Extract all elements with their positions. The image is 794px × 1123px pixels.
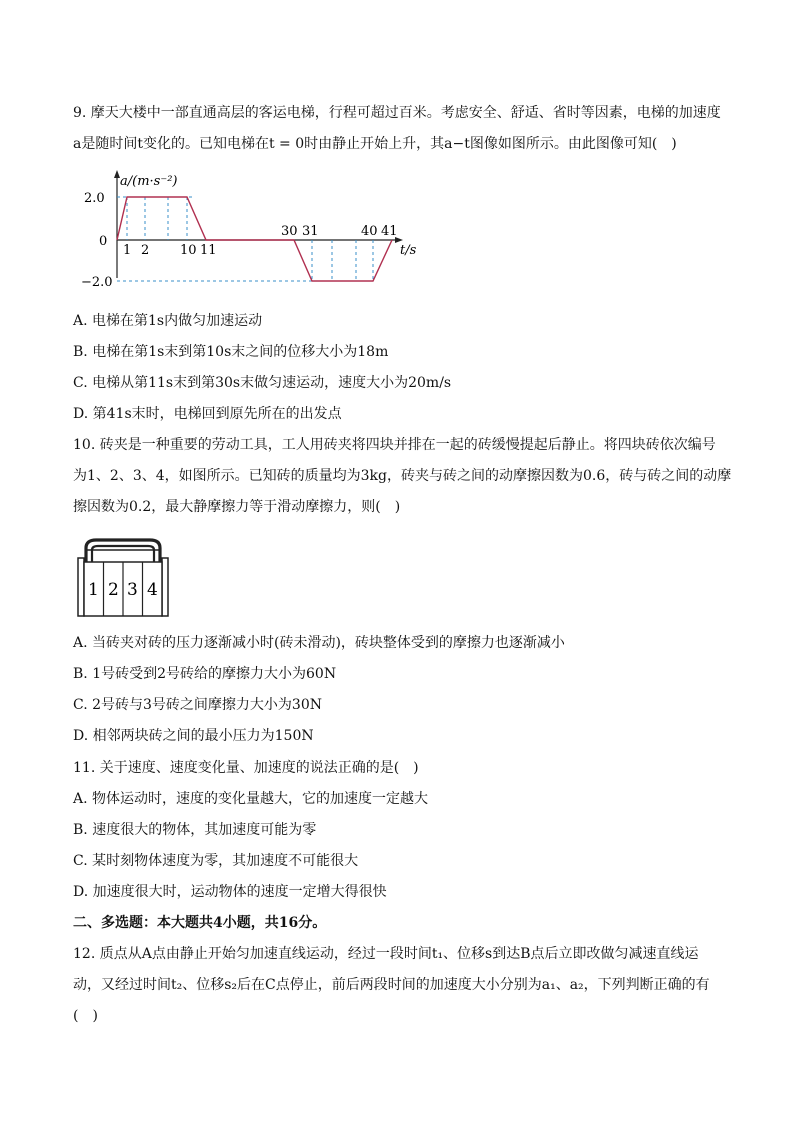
- q10-option-b: B. 1号砖受到2号砖给的摩擦力大小为60N: [73, 666, 337, 682]
- clamp-right-plate: [162, 558, 168, 616]
- x-tick-40: 40: [361, 224, 378, 239]
- x-tick-41: 41: [381, 224, 398, 239]
- q9-option-a: A. 电梯在第1s内做匀加速运动: [73, 313, 263, 329]
- q12-stem-line-1: 12. 质点从A点由静止开始匀加速直线运动，经过一段时间t₁、位移s到达B点后立即改做匀减速直线运: [73, 946, 699, 962]
- x-tick-31: 31: [302, 224, 319, 239]
- q12-stem-line-3: ( ): [73, 1008, 98, 1024]
- q12-stem-line-2: 动，又经过时间t₂、位移s₂后在C点停止，前后两段时间的加速度大小分别为a₁、a₂，下列判断正确的有: [73, 977, 710, 993]
- y-tick-0: 0: [99, 234, 108, 249]
- clamp-handle-inner: [92, 546, 154, 562]
- a-t-curve: [117, 197, 392, 281]
- q9-a-t-graph: [80, 168, 430, 293]
- q11-option-d: D. 加速度很大时，运动物体的速度一定增大得很快: [73, 884, 387, 900]
- x-tick-2: 2: [141, 243, 150, 258]
- clamp-left-plate: [78, 558, 84, 616]
- brick-4-label: 4: [147, 580, 158, 600]
- y-axis-label: a/(m·s⁻²): [120, 174, 178, 189]
- q9-option-c: C. 电梯从第11s末到第30s末做匀速运动，速度大小为20m/s: [73, 375, 452, 391]
- section-heading: 二、多选题：本大题共4小题，共16分。: [73, 915, 327, 931]
- q10-stem-line-1: 10. 砖夹是一种重要的劳动工具，工人用砖夹将四块并排在一起的砖缓慢提起后静止。将四块砖依次编号: [73, 437, 716, 453]
- clamp-handle-outer: [86, 540, 160, 562]
- q9-option-b: B. 电梯在第1s末到第10s末之间的位移大小为18m: [73, 344, 389, 360]
- x-axis-label: t/s: [400, 243, 417, 258]
- brick-2-label: 2: [108, 580, 119, 600]
- q10-stem-line-2: 为1、2、3、4，如图所示。已知砖的质量均为3kg，砖夹与砖之间的动摩擦因数为0.6，砖与砖之间的动摩: [73, 468, 732, 484]
- y-tick-neg2: −2.0: [81, 275, 113, 290]
- x-tick-10: 10: [180, 243, 197, 258]
- q9-stem-line-2: a是随时间t变化的。已知电梯在t = 0时由静止开始上升，其a−t图像如图所示。由此图像可知( ): [73, 136, 677, 152]
- q9-stem-line-1: 9. 摩天大楼中一部直通高层的客运电梯，行程可超过百米。考虑安全、舒适、省时等因素，电梯的加速度: [73, 105, 721, 121]
- y-tick-2: 2.0: [84, 191, 105, 206]
- q10-stem-line-3: 擦因数为0.2，最大静摩擦力等于滑动摩擦力，则( ): [73, 499, 401, 515]
- brick-3-label: 3: [127, 580, 138, 600]
- q11-stem: 11. 关于速度、速度变化量、加速度的说法正确的是( ): [73, 760, 419, 776]
- q10-option-d: D. 相邻两块砖之间的最小压力为150N: [73, 728, 314, 744]
- q10-option-a: A. 当砖夹对砖的压力逐渐减小时(砖未滑动)，砖块整体受到的摩擦力也逐渐减小: [73, 635, 565, 651]
- brick-clamp-figure: [76, 532, 176, 624]
- brick-1-label: 1: [88, 580, 99, 600]
- q11-option-c: C. 某时刻物体速度为零，其加速度不可能很大: [73, 853, 359, 869]
- x-tick-1: 1: [123, 243, 132, 258]
- x-tick-30: 30: [281, 224, 298, 239]
- q9-option-d: D. 第41s末时，电梯回到原先所在的出发点: [73, 406, 342, 422]
- q11-option-b: B. 速度很大的物体，其加速度可能为零: [73, 822, 317, 838]
- x-tick-11: 11: [200, 243, 217, 258]
- q11-option-a: A. 物体运动时，速度的变化量越大，它的加速度一定越大: [73, 791, 429, 807]
- q10-option-c: C. 2号砖与3号砖之间摩擦力大小为30N: [73, 697, 322, 713]
